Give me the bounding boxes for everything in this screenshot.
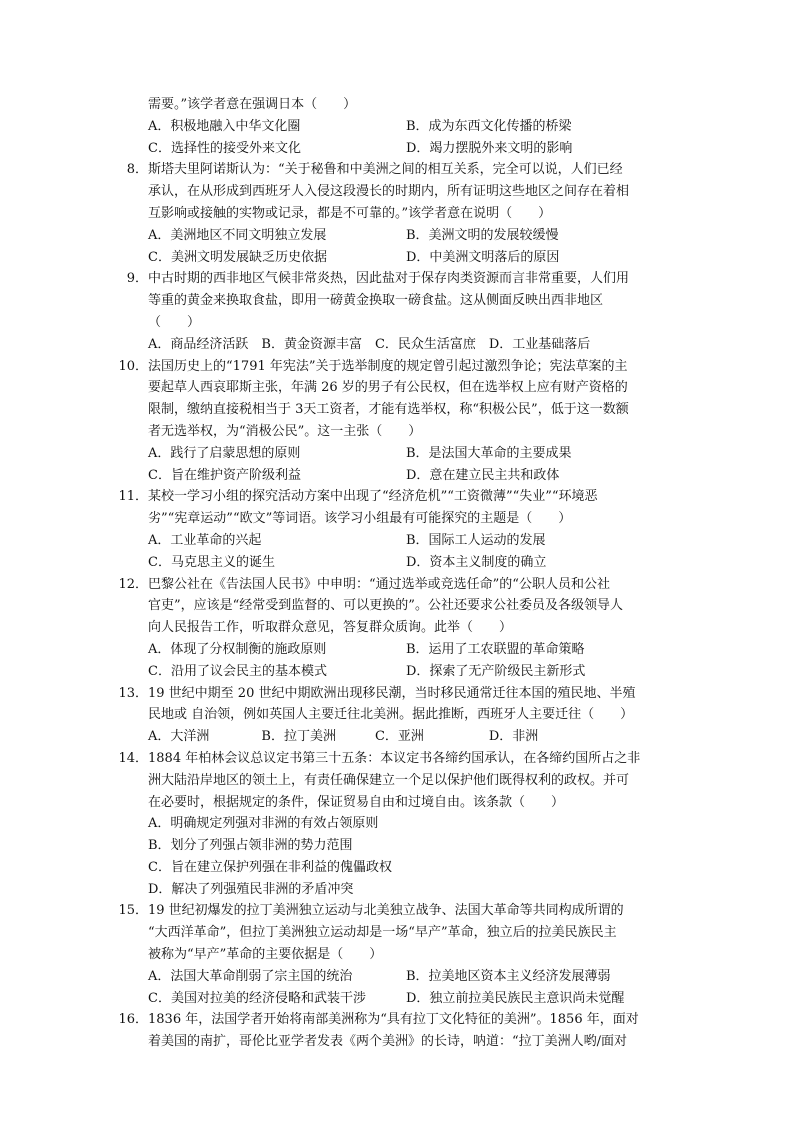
q13-stem-line1: 19 世纪中期至 20 世纪中期欧洲出现移民潮，当时移民通常迁往本国的殖民地、半殖 — [148, 685, 636, 701]
q8-option-d: D．中美洲文明落后的原因 — [406, 249, 560, 265]
q14-stem-line1: 1884 年柏林会议总议定书第三十五条：本议定书各缔约国承认，在各缔约国所占之非 — [148, 750, 641, 766]
q8-stem-line2: 承认，在从形成到西班牙人入侵这段漫长的时期内，所有证明这些地区之间存在着相 — [148, 184, 630, 200]
q12-option-c: C．沿用了议会民主的基本模式 — [148, 663, 327, 679]
question-11 — [116, 486, 676, 508]
q9-options: A．商品经济活跃 B．黄金资源丰富 C．民众生活富庶 D．工业基础落后 — [148, 336, 591, 352]
q10-stem-line1: 法国历史上的“1791 年宪法”关于选举制度的规定曾引起过激烈争论；宪法草案的主 — [148, 358, 628, 374]
q10-options — [116, 443, 676, 465]
q8-option-a: A．美洲地区不同文明独立发展 — [148, 227, 327, 243]
question-16 — [116, 1009, 676, 1031]
q9-number: 9． — [126, 271, 148, 287]
q13-stem-line2: 民地或 自治领，例如英国人主要迁往北美洲。据此推断，西班牙人主要迁往（ ） — [148, 707, 634, 723]
q7-option-b: B．成为东西文化传播的桥梁 — [406, 118, 572, 134]
q14-option-a: A．明确规定列强对非洲的有效占领原则 — [148, 816, 379, 832]
q15-stem-line2: “大西洋革命”，但拉丁美洲独立运动却是一场“早产”革命，独立后的拉美民族民主 — [148, 925, 617, 941]
q16-number: 16． — [118, 1012, 148, 1028]
q15-stem-line1: 19 世纪初爆发的拉丁美洲独立运动与北美独立战争、法国大革命等共同构成所谓的 — [148, 903, 624, 919]
q11-option-c: C．马克思主义的诞生 — [148, 554, 275, 570]
question-8 — [116, 159, 676, 181]
q15-option-a: A．法国大革命削弱了宗主国的统治 — [148, 968, 353, 984]
q14-stem-line3: 在必要时，根据规定的条件，保证贸易自由和过境自由。该条款（ ） — [148, 794, 565, 810]
question-10 — [116, 356, 676, 378]
q11-option-b: B．国际工人运动的发展 — [406, 532, 546, 548]
q10-option-b: B．是法国大革命的主要成果 — [406, 445, 572, 461]
q12-option-b: B．运用了工农联盟的革命策略 — [406, 641, 585, 657]
q10-number: 10． — [118, 358, 148, 374]
q10-options-row2 — [116, 465, 676, 487]
q12-options-row2 — [116, 661, 676, 683]
q11-options-row2 — [116, 552, 676, 574]
q10-option-a: A．践行了启蒙思想的原则 — [148, 445, 301, 461]
q8-number: 8． — [126, 162, 148, 178]
q14-number: 14． — [118, 750, 148, 766]
q10-stem-line2: 要起草人西哀耶斯主张，年满 26 岁的男子有公民权，但在选举权上应有财产资格的 — [148, 380, 628, 396]
question-15 — [116, 900, 676, 922]
q15-option-b: B．拉美地区资本主义经济发展薄弱 — [406, 968, 611, 984]
q14-option-c: C．旨在建立保护列强在非利益的傀儡政权 — [148, 859, 392, 875]
q11-option-d: D．资本主义制度的确立 — [406, 554, 547, 570]
q11-stem-line1: 某校一学习小组的探究活动方案中出现了“经济危机”“工资微薄”“失业”“环境恶 — [148, 489, 598, 505]
q12-stem-line2: 官吏”，应该是“经常受到监督的、可以更换的”。公社还要求公社委员及各级领导人 — [148, 598, 623, 614]
question-12 — [116, 574, 676, 596]
q8-stem-line1: 斯塔夫里阿诺斯认为：“关于秘鲁和中美洲之间的相互关系，完全可以说，人们已经 — [148, 162, 623, 178]
q12-option-d: D．探索了无产阶级民主新形式 — [406, 663, 586, 679]
q8-option-b: B．美洲文明的发展较缓慢 — [406, 227, 559, 243]
q7-option-c: C．选择性的接受外来文化 — [148, 140, 301, 156]
q7-option-d: D．竭力摆脱外来文明的影响 — [406, 140, 573, 156]
q9-stem-line1: 中古时期的西非地区气候非常炎热，因此盐对于保存肉类资源而言非常重要，人们用 — [148, 271, 630, 287]
q13-number: 13． — [118, 685, 148, 701]
q9-stem-line3: （ ） — [148, 314, 201, 330]
q15-options — [116, 966, 676, 988]
q14-option-d: D．解决了列强殖民非洲的矛盾冲突 — [148, 881, 354, 897]
q8-options-row2 — [116, 247, 676, 269]
q14-option-b: B．划分了列强占领非洲的势力范围 — [148, 838, 353, 854]
q13-options: A．大洋洲 B．拉丁美洲 C．亚洲 D．非洲 — [148, 729, 539, 745]
q9-stem-line2: 等重的黄金来换取食盐，即用一磅黄金换取一磅食盐。这从侧面反映出西非地区 — [148, 293, 604, 309]
q12-options — [116, 639, 676, 661]
q11-options — [116, 530, 676, 552]
q14-stem-line2: 洲大陆沿岸地区的领土上，有责任确保建立一个足以保护他们既得权利的政权。并可 — [148, 772, 630, 788]
q16-stem-line2: 着美国的南扩，哥伦比亚学者发表《两个美洲》的长诗，呐道：“拉丁美洲人哟/面对 — [148, 1034, 628, 1050]
q11-number: 11． — [118, 489, 148, 505]
q12-stem-line1: 巴黎公社在《告法国人民书》中申明：“通过选举或竞选任命”的“公职人员和公社 — [148, 576, 610, 592]
q8-option-c: C．美洲文明发展缺乏历史依据 — [148, 249, 327, 265]
q12-option-a: A．体现了分权制衡的施政原则 — [148, 641, 327, 657]
q16-stem-line1: 1836 年，法国学者开始将南部美洲称为“具有拉丁文化特征的美洲”。1856 年，面对 — [148, 1012, 639, 1028]
q11-option-a: A．工业革命的兴起 — [148, 532, 262, 548]
question-column — [116, 94, 676, 1053]
q7-options — [116, 116, 676, 138]
question-14 — [116, 748, 676, 770]
q15-option-d: D．独立前拉美民族民主意识尚未觉醒 — [406, 990, 625, 1006]
q8-stem-line3: 互影响或接触的实物或记录，都是不可靠的。”该学者意在说明（ ） — [148, 205, 552, 221]
q7-stem-end: 需要。”该学者意在强调日本（ ） — [148, 97, 357, 112]
q11-stem-line2: 劣”“宪章运动”“欧文”等词语。该学习小组最有可能探究的主题是（ ） — [148, 511, 572, 527]
q15-options-row2 — [116, 988, 676, 1010]
q15-stem-line3: 被称为“早产”革命的主要依据是（ ） — [148, 947, 383, 963]
q12-stem-line3: 向人民报告工作，听取群众意见，答复群众质询。此举（ ） — [148, 620, 513, 636]
question-13 — [116, 683, 676, 705]
q12-number: 12． — [118, 576, 148, 592]
q10-option-c: C．旨在维护资产阶级利益 — [148, 467, 301, 483]
question-9 — [116, 268, 676, 290]
q7-option-a: A．积极地融入中华文化圈 — [148, 118, 301, 134]
q7-options-row2 — [116, 138, 676, 160]
q15-number: 15． — [118, 903, 148, 919]
q8-options — [116, 225, 676, 247]
q15-option-c: C．美国对拉美的经济侵略和武装干涉 — [148, 990, 366, 1006]
q10-option-d: D．意在建立民主共和政体 — [406, 467, 560, 483]
q10-stem-line4: 者无选举权，为“消极公民”。这一主张（ ） — [148, 423, 422, 439]
q10-stem-line3: 限制，缴纳直接税相当于 3天工资者，才能有选举权，称“积极公民”，低于这一数额 — [148, 402, 629, 418]
